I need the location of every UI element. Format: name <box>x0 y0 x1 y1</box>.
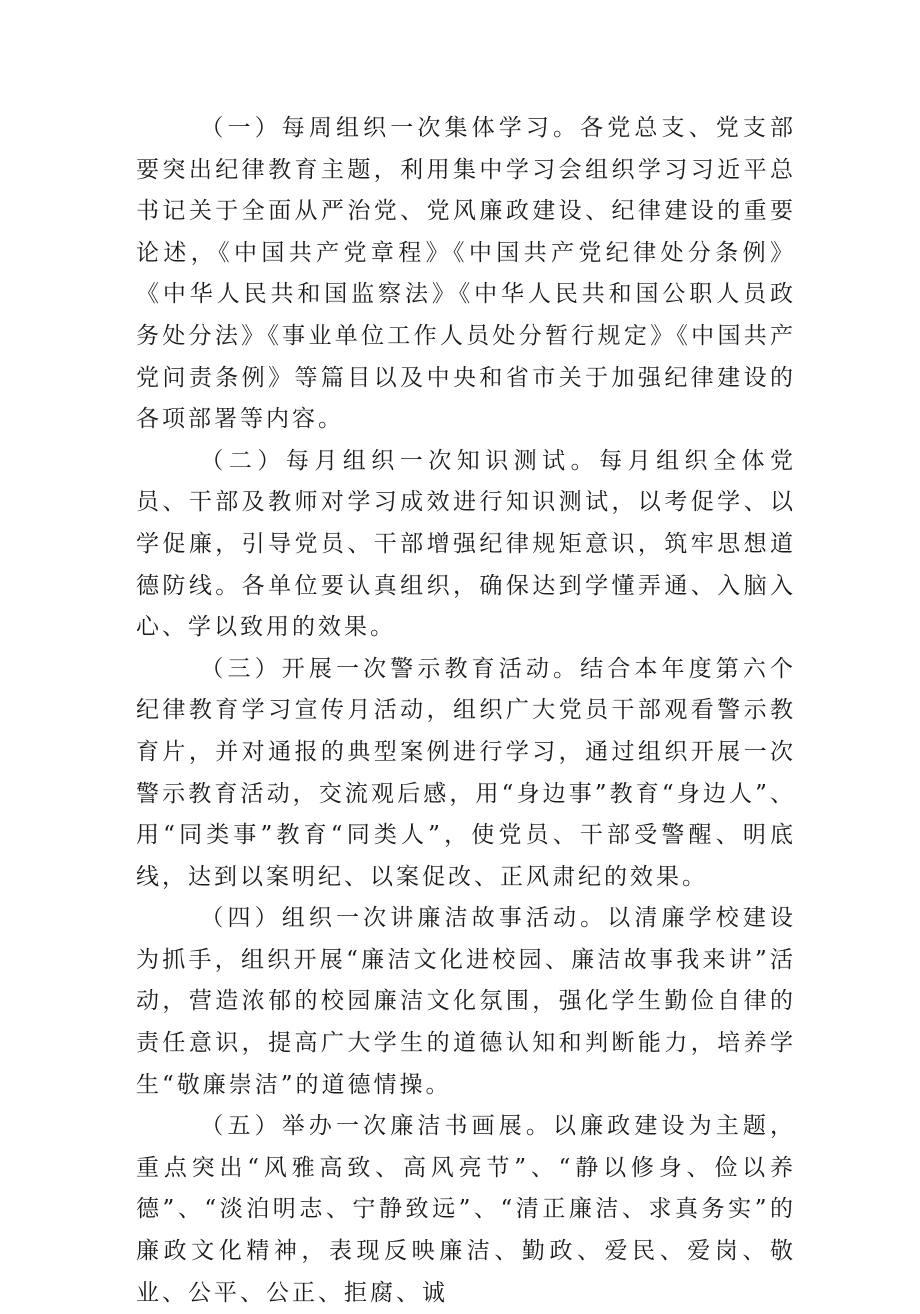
paragraph-warning-education: （三）开展一次警示教育活动。结合本年度第六个纪律教育学习宣传月活动，组织广大党员干部观看警示教育片，并对通报的典型案例进行学习，通过组织开展一次警示教育活动，交流观后感，用“身边事”教育“身边人”、用“同类事”教育“同类人”，使党员、干部受警醒、明底线，达到以案明纪、以案促改、正风肃纪的效果。 <box>136 655 796 890</box>
document-body <box>136 108 796 1314</box>
paragraph-integrity-stories: （四）组织一次讲廉洁故事活动。以清廉学校建设为抓手，组织开展“廉洁文化进校园、廉洁故事我来讲”活动，营造浓郁的校园廉洁文化氛围，强化学生勤俭自律的责任意识，提高广大学生的道德认知和判断能力，培养学生“敬廉崇洁”的道德情操。 <box>136 905 796 1098</box>
paragraph-monthly-test: （二）每月组织一次知识测试。每月组织全体党员、干部及教师对学习成效进行知识测试，以考促学、以学促廉，引导党员、干部增强纪律规矩意识，筑牢思想道德防线。各单位要认真组织，确保达到学懂弄通、入脑入心、学以致用的效果。 <box>136 447 796 641</box>
paragraph-calligraphy-exhibition: （五）举办一次廉洁书画展。以廉政建设为主题，重点突出“风雅高致、高风亮节”、“静以修身、俭以养德”、“淡泊明志、宁静致远”、“清正廉洁、求真务实”的廉政文化精神，表现反映廉洁、勤政、爱民、爱岗、敬业、公平、公正、拒腐、诚 <box>136 1113 796 1306</box>
paragraph-weekly-study: （一）每周组织一次集体学习。各党总支、党支部要突出纪律教育主题，利用集中学习会组织学习习近平总书记关于全面从严治党、党风廉政建设、纪律建设的重要论述，《中国共产党章程》《中国共产党纪律处分条例》《中华人民共和国监察法》《中华人民共和国公职人员政务处分法》《事业单位工作人员处分暂行规定》《中国共产党问责条例》等篇目以及中央和省市关于加强纪律建设的各项部署等内容。 <box>136 115 796 433</box>
